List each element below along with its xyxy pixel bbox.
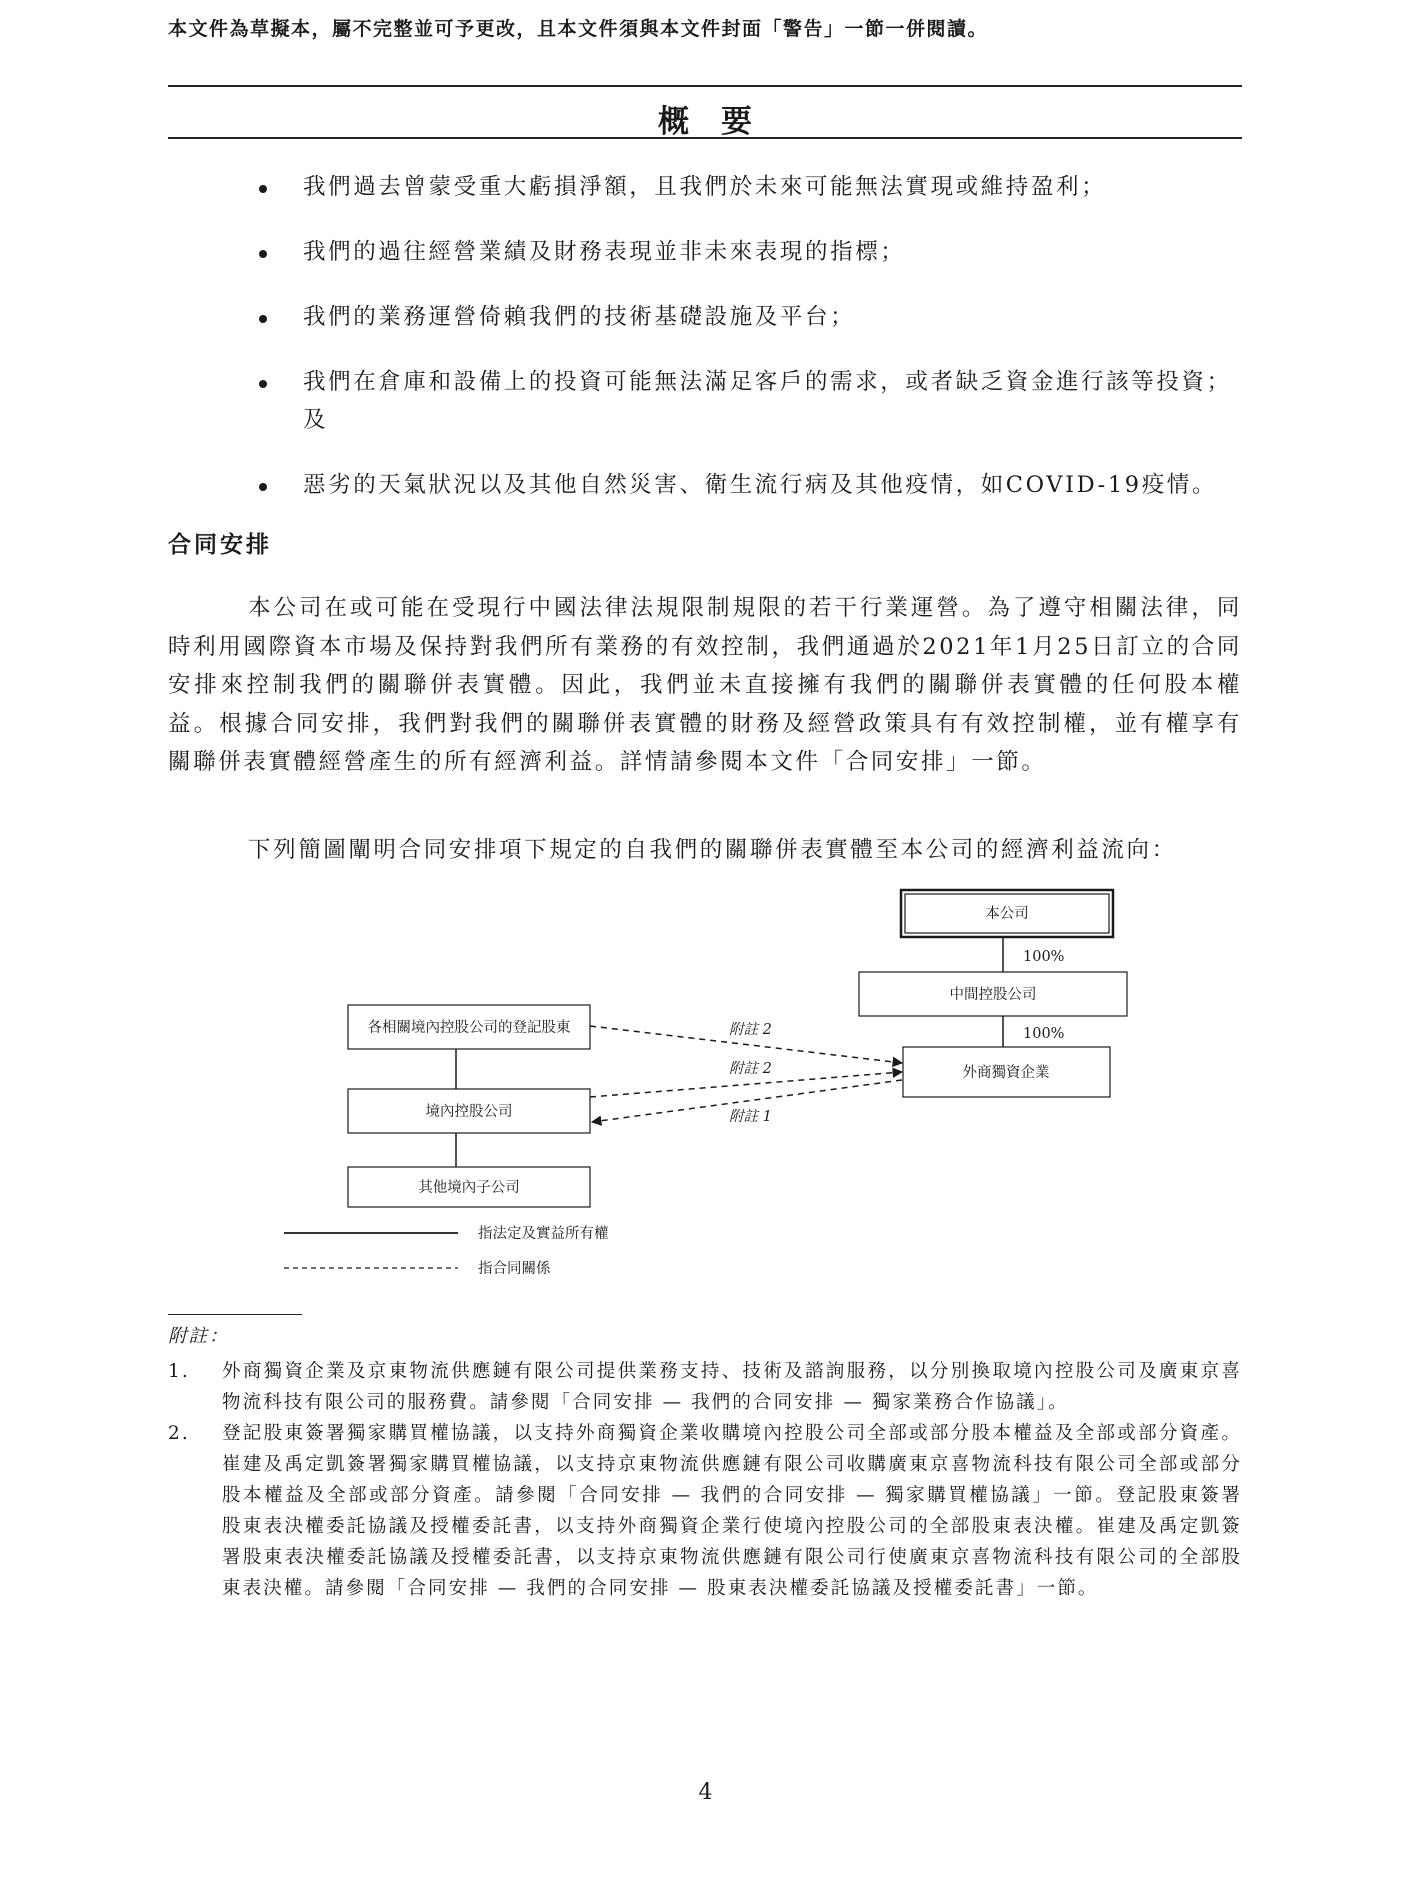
list-item: 我們過去曾蒙受重大虧損淨額，且我們於未來可能無法實現或維持盈利；	[168, 168, 1242, 206]
legend-solid-label: 指法定及實益所有權	[478, 1226, 609, 1242]
company-box	[901, 890, 1113, 937]
draft-warning: 本文件為草擬本，屬不完整並可予更改，且本文件須與本文件封面「警告」一節一併閱讀。	[168, 18, 989, 40]
wfoe-label: 外商獨資企業	[962, 1065, 1050, 1081]
footnote-text: 外商獨資企業及京東物流供應鏈有限公司提供業務支持、技術及諮詢服務，以分別換取境內控股公司及廣東京喜物流科技有限公司的服務費。請參閱「合同安排 — 我們的合同安排 — 獨家業務合作協議」。	[222, 1361, 1242, 1413]
footnotes-heading: 附註：	[168, 1326, 230, 1347]
footnote-number: 2.	[168, 1423, 190, 1444]
other-subsidiaries-label: 其他境內子公司	[418, 1180, 520, 1196]
wfoe-box	[903, 1047, 1110, 1097]
page-number: 4	[698, 1780, 713, 1805]
list-item: 我們在倉庫和設備上的投資可能無法滿足客戶的需求，或者缺乏資金進行該等投資；及	[168, 363, 1242, 439]
company-label: 本公司	[985, 906, 1029, 922]
title-bottom-rule	[168, 137, 1242, 139]
bullet-icon	[259, 315, 267, 323]
footnote-text: 登記股東簽署獨家購買權協議，以支持外商獨資企業收購境內控股公司全部或部分股本權益及全部或部分資產。崔建及禹定凱簽署獨家購買權協議，以支持京東物流供應鏈有限公司收購廣東京喜物流科技有限公司全部或部分股本權益及全部或部分資產。請參閱「合同安排 — 我們的合同安排 — 獨家購買權協議」一節。登記股東簽署股東表決權委託協議及授權委託書，以支持外商獨資企業行使境內控股公司的全部股東表決權。崔建及禹定凱簽署股東表決權委託協議及授權委託書，以支持京東物流供應鏈有限公司行使廣東京喜物流科技有限公司的全部股東表決權。請參閱「合同安排 — 我們的合同安排 — 股東表決權委託協議及授權委託書」一節。	[222, 1423, 1242, 1599]
note1-label: 附註 1	[729, 1109, 772, 1125]
contractual-paragraph-1: 本公司在或可能在受現行中國法律法規限制規限的若干行業運營。為了遵守相關法律，同時利用國際資本市場及保持對我們所有業務的有效控制，我們通過於2021年1月25日訂立的合同安排來控制我們的關聯併表實體。因此，我們並未直接擁有我們的關聯併表實體的任何股本權益。根據合同安排，我們對我們的關聯併表實體的財務及經營政策具有有效控制權，並有權享有關聯併表實體經營產生的所有經濟利益。詳情請參閱本文件「合同安排」一節。	[168, 595, 1242, 775]
bullet-icon	[259, 380, 267, 388]
list-item: 惡劣的天氣狀況以及其他自然災害、衛生流行病及其他疫情，如COVID-19疫情。	[168, 466, 1242, 504]
footnote-number: 1.	[168, 1361, 190, 1382]
note2-label-a: 附註 2	[729, 1022, 772, 1038]
structure-diagram	[0, 880, 1411, 1300]
registered-shareholders-box	[348, 1005, 590, 1049]
pct-top-label: 100%	[1023, 949, 1065, 965]
list-item: 我們的業務運營倚賴我們的技術基礎設施及平台；	[168, 298, 1242, 336]
bullet-icon	[259, 483, 267, 491]
other-subsidiaries-box	[348, 1167, 590, 1207]
list-item: 我們的過往經營業績及財務表現並非未來表現的指標；	[168, 233, 1242, 271]
title-top-rule	[168, 85, 1242, 87]
onshore-holdco-label: 境內控股公司	[425, 1104, 513, 1120]
intermediate-holdco-label: 中間控股公司	[949, 987, 1037, 1003]
footnote-1	[168, 1356, 1242, 1418]
legend-dashed-label: 指合同關係	[478, 1261, 551, 1277]
registered-shareholders-label: 各相關境內控股公司的登記股東	[367, 1020, 571, 1036]
bullet-icon	[259, 185, 267, 193]
contractual-arrangements-heading: 合同安排	[168, 531, 272, 558]
section-title: 概要	[658, 104, 784, 140]
risk-bullet-list	[168, 168, 1242, 531]
footnote-divider	[168, 1314, 302, 1315]
intermediate-holdco-box	[859, 972, 1127, 1016]
note2-label-b: 附註 2	[729, 1061, 772, 1077]
footnote-2	[168, 1418, 1242, 1604]
bullet-icon	[259, 250, 267, 258]
contractual-paragraph-2: 下列簡圖闡明合同安排項下規定的自我們的關聯併表實體至本公司的經濟利益流向：	[248, 837, 1177, 863]
onshore-holdco-box	[348, 1089, 590, 1133]
pct-mid-label: 100%	[1023, 1026, 1065, 1042]
